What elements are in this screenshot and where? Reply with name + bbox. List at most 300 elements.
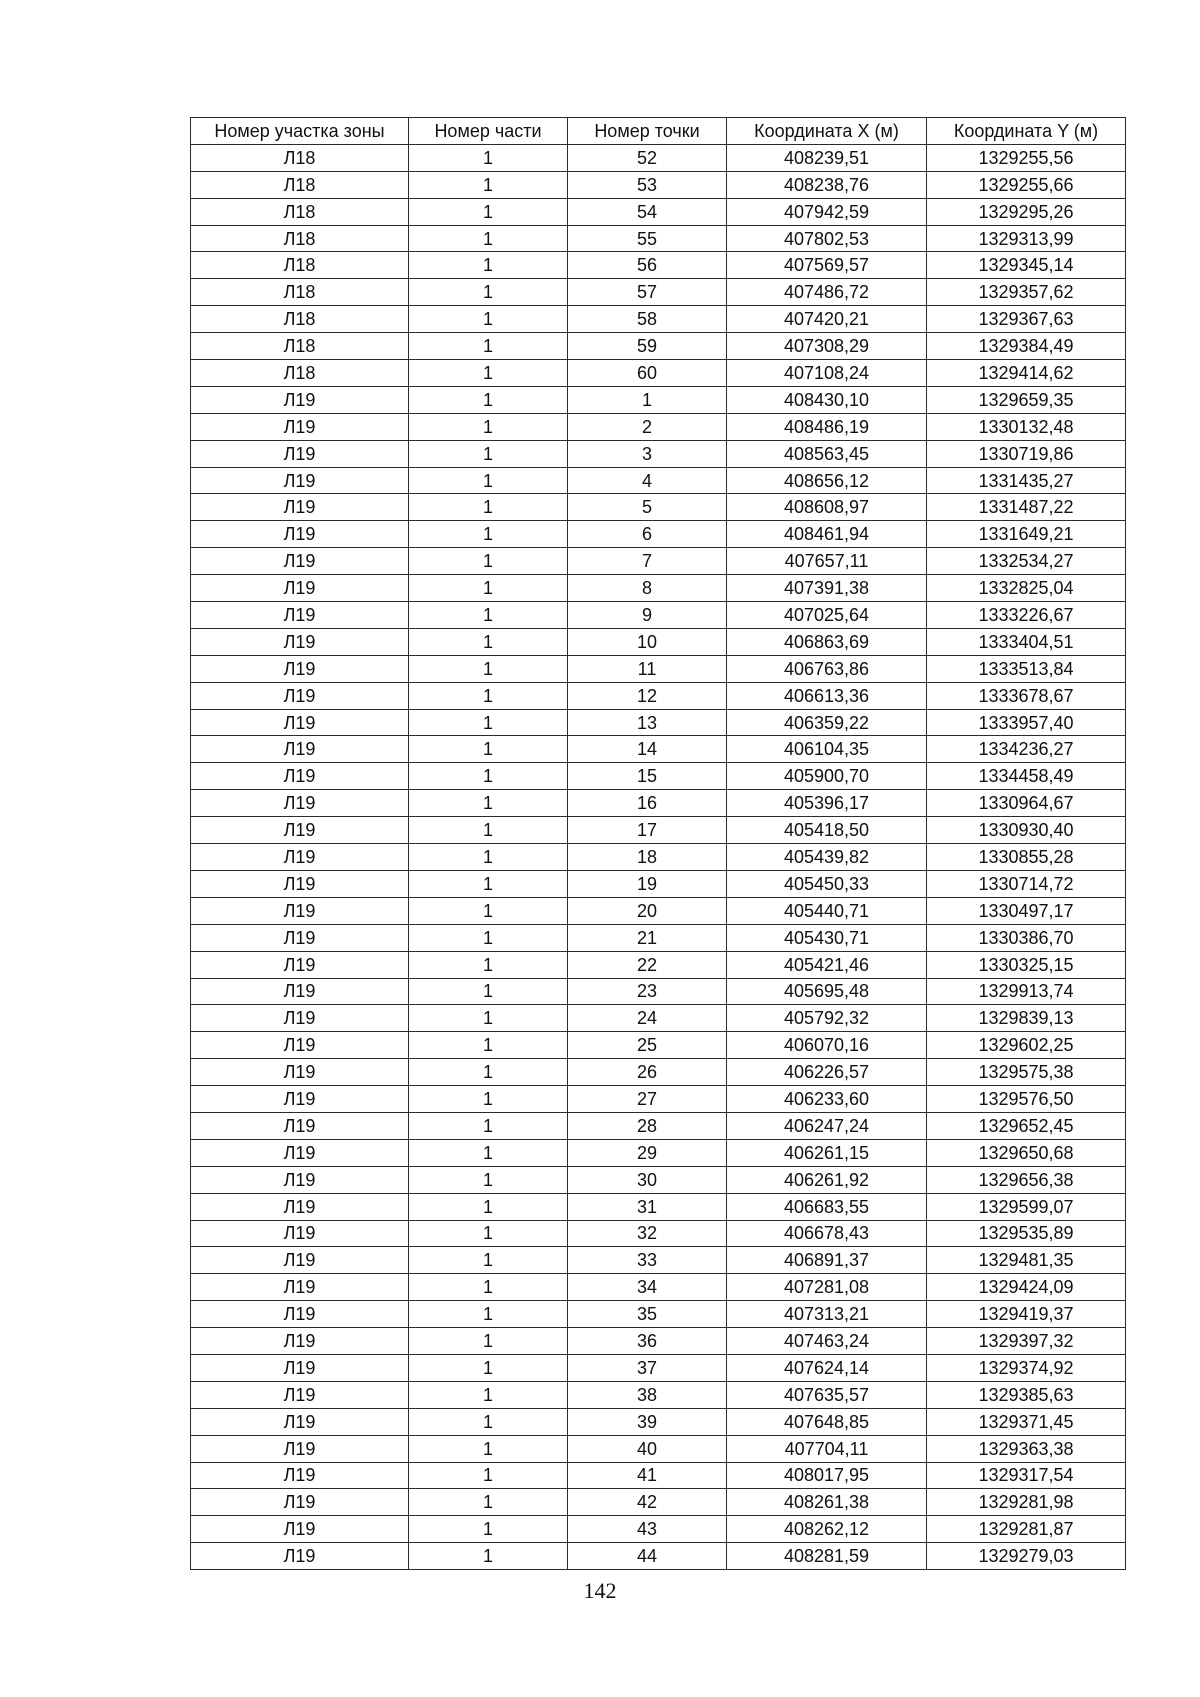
- cell-point-number: 44: [568, 1543, 727, 1570]
- cell-zone-section: Л19: [191, 440, 409, 467]
- cell-point-number: 38: [568, 1381, 727, 1408]
- cell-zone-section: Л19: [191, 1381, 409, 1408]
- cell-coordinate-y: 1329367,63: [927, 306, 1126, 333]
- cell-part-number: 1: [409, 171, 568, 198]
- cell-zone-section: Л18: [191, 198, 409, 225]
- cell-point-number: 22: [568, 951, 727, 978]
- cell-coordinate-x: 407025,64: [727, 602, 927, 629]
- cell-coordinate-x: 405439,82: [727, 844, 927, 871]
- cell-zone-section: Л19: [191, 575, 409, 602]
- table-row: [191, 790, 1126, 817]
- cell-point-number: 33: [568, 1247, 727, 1274]
- cell-coordinate-y: 1330386,70: [927, 924, 1126, 951]
- cell-zone-section: Л19: [191, 1435, 409, 1462]
- cell-zone-section: Л19: [191, 1408, 409, 1435]
- table-row: [191, 1435, 1126, 1462]
- cell-coordinate-x: 407704,11: [727, 1435, 927, 1462]
- cell-coordinate-y: 1329424,09: [927, 1274, 1126, 1301]
- cell-coordinate-y: 1329363,38: [927, 1435, 1126, 1462]
- cell-coordinate-y: 1330714,72: [927, 870, 1126, 897]
- cell-coordinate-y: 1329384,49: [927, 333, 1126, 360]
- cell-coordinate-x: 407281,08: [727, 1274, 927, 1301]
- cell-zone-section: Л19: [191, 1059, 409, 1086]
- cell-coordinate-x: 407569,57: [727, 252, 927, 279]
- cell-coordinate-x: 407942,59: [727, 198, 927, 225]
- cell-coordinate-x: 406359,22: [727, 709, 927, 736]
- cell-part-number: 1: [409, 1032, 568, 1059]
- cell-zone-section: Л19: [191, 1220, 409, 1247]
- cell-zone-section: Л19: [191, 1247, 409, 1274]
- cell-point-number: 34: [568, 1274, 727, 1301]
- cell-coordinate-x: 406891,37: [727, 1247, 927, 1274]
- cell-part-number: 1: [409, 978, 568, 1005]
- cell-point-number: 42: [568, 1489, 727, 1516]
- cell-part-number: 1: [409, 1193, 568, 1220]
- header-point-number: Номер точки: [568, 118, 727, 145]
- cell-point-number: 54: [568, 198, 727, 225]
- table-row: [191, 279, 1126, 306]
- table-row: [191, 817, 1126, 844]
- table-row: [191, 655, 1126, 682]
- cell-coordinate-x: 408281,59: [727, 1543, 927, 1570]
- cell-point-number: 5: [568, 494, 727, 521]
- table-row: [191, 1354, 1126, 1381]
- cell-part-number: 1: [409, 1354, 568, 1381]
- cell-zone-section: Л19: [191, 1193, 409, 1220]
- table-row: [191, 1112, 1126, 1139]
- cell-coordinate-y: 1330719,86: [927, 440, 1126, 467]
- cell-part-number: 1: [409, 1489, 568, 1516]
- cell-coordinate-x: 406104,35: [727, 736, 927, 763]
- cell-coordinate-x: 408238,76: [727, 171, 927, 198]
- cell-coordinate-y: 1333513,84: [927, 655, 1126, 682]
- cell-coordinate-y: 1329385,63: [927, 1381, 1126, 1408]
- cell-coordinate-y: 1329374,92: [927, 1354, 1126, 1381]
- cell-part-number: 1: [409, 1112, 568, 1139]
- cell-zone-section: Л18: [191, 171, 409, 198]
- cell-coordinate-y: 1330325,15: [927, 951, 1126, 978]
- table-row: [191, 494, 1126, 521]
- cell-coordinate-y: 1330855,28: [927, 844, 1126, 871]
- cell-zone-section: Л18: [191, 252, 409, 279]
- cell-zone-section: Л19: [191, 602, 409, 629]
- cell-part-number: 1: [409, 467, 568, 494]
- cell-coordinate-y: 1329357,62: [927, 279, 1126, 306]
- cell-coordinate-x: 408656,12: [727, 467, 927, 494]
- cell-part-number: 1: [409, 333, 568, 360]
- cell-part-number: 1: [409, 736, 568, 763]
- cell-part-number: 1: [409, 1381, 568, 1408]
- cell-point-number: 19: [568, 870, 727, 897]
- cell-part-number: 1: [409, 494, 568, 521]
- table-row: [191, 1301, 1126, 1328]
- cell-coordinate-y: 1329650,68: [927, 1139, 1126, 1166]
- cell-part-number: 1: [409, 709, 568, 736]
- table-row: [191, 1139, 1126, 1166]
- cell-part-number: 1: [409, 1274, 568, 1301]
- cell-zone-section: Л19: [191, 1005, 409, 1032]
- cell-zone-section: Л19: [191, 763, 409, 790]
- cell-coordinate-x: 406226,57: [727, 1059, 927, 1086]
- cell-zone-section: Л18: [191, 360, 409, 387]
- table-row: [191, 306, 1126, 333]
- cell-part-number: 1: [409, 655, 568, 682]
- cell-coordinate-y: 1329345,14: [927, 252, 1126, 279]
- cell-zone-section: Л19: [191, 521, 409, 548]
- table-row: [191, 1032, 1126, 1059]
- cell-point-number: 56: [568, 252, 727, 279]
- table-row: [191, 897, 1126, 924]
- cell-point-number: 59: [568, 333, 727, 360]
- cell-zone-section: Л19: [191, 1516, 409, 1543]
- cell-point-number: 41: [568, 1462, 727, 1489]
- cell-zone-section: Л19: [191, 978, 409, 1005]
- cell-coordinate-y: 1329313,99: [927, 225, 1126, 252]
- cell-part-number: 1: [409, 1301, 568, 1328]
- cell-coordinate-x: 406261,15: [727, 1139, 927, 1166]
- cell-point-number: 20: [568, 897, 727, 924]
- cell-zone-section: Л18: [191, 279, 409, 306]
- table-row: [191, 682, 1126, 709]
- table-row: [191, 360, 1126, 387]
- cell-point-number: 7: [568, 548, 727, 575]
- table-row: [191, 413, 1126, 440]
- cell-zone-section: Л19: [191, 1462, 409, 1489]
- table-body: [191, 144, 1126, 1569]
- cell-coordinate-y: 1330132,48: [927, 413, 1126, 440]
- cell-coordinate-x: 405440,71: [727, 897, 927, 924]
- cell-zone-section: Л19: [191, 1354, 409, 1381]
- table-row: [191, 1328, 1126, 1355]
- cell-coordinate-y: 1329659,35: [927, 386, 1126, 413]
- cell-coordinate-x: 407391,38: [727, 575, 927, 602]
- table-row: [191, 252, 1126, 279]
- cell-zone-section: Л19: [191, 897, 409, 924]
- cell-coordinate-y: 1329414,62: [927, 360, 1126, 387]
- table-row: [191, 1408, 1126, 1435]
- cell-part-number: 1: [409, 1408, 568, 1435]
- cell-coordinate-x: 405430,71: [727, 924, 927, 951]
- cell-zone-section: Л19: [191, 1112, 409, 1139]
- cell-zone-section: Л18: [191, 306, 409, 333]
- cell-part-number: 1: [409, 548, 568, 575]
- cell-coordinate-y: 1329255,56: [927, 144, 1126, 171]
- cell-coordinate-x: 406863,69: [727, 628, 927, 655]
- cell-point-number: 23: [568, 978, 727, 1005]
- page-number: 142: [583, 1578, 617, 1603]
- cell-point-number: 36: [568, 1328, 727, 1355]
- table-row: [191, 144, 1126, 171]
- table-row: [191, 1543, 1126, 1570]
- cell-zone-section: Л19: [191, 548, 409, 575]
- cell-coordinate-x: 406683,55: [727, 1193, 927, 1220]
- cell-point-number: 21: [568, 924, 727, 951]
- table-row: [191, 736, 1126, 763]
- cell-part-number: 1: [409, 1086, 568, 1113]
- table-row: [191, 575, 1126, 602]
- cell-coordinate-y: 1329419,37: [927, 1301, 1126, 1328]
- cell-zone-section: Л19: [191, 1489, 409, 1516]
- cell-point-number: 18: [568, 844, 727, 871]
- cell-part-number: 1: [409, 817, 568, 844]
- table-row: [191, 763, 1126, 790]
- cell-coordinate-x: 408563,45: [727, 440, 927, 467]
- table-row: [191, 333, 1126, 360]
- cell-coordinate-x: 408430,10: [727, 386, 927, 413]
- cell-point-number: 32: [568, 1220, 727, 1247]
- cell-zone-section: Л19: [191, 1086, 409, 1113]
- cell-coordinate-x: 407648,85: [727, 1408, 927, 1435]
- cell-point-number: 60: [568, 360, 727, 387]
- cell-part-number: 1: [409, 1328, 568, 1355]
- cell-part-number: 1: [409, 413, 568, 440]
- cell-part-number: 1: [409, 521, 568, 548]
- table-row: [191, 1489, 1126, 1516]
- cell-part-number: 1: [409, 628, 568, 655]
- cell-point-number: 28: [568, 1112, 727, 1139]
- header-zone-section-number: Номер участка зоны: [191, 118, 409, 145]
- cell-point-number: 2: [568, 413, 727, 440]
- cell-point-number: 1: [568, 386, 727, 413]
- cell-zone-section: Л19: [191, 870, 409, 897]
- cell-part-number: 1: [409, 1220, 568, 1247]
- table-row: [191, 1193, 1126, 1220]
- cell-zone-section: Л19: [191, 924, 409, 951]
- cell-coordinate-x: 408486,19: [727, 413, 927, 440]
- cell-coordinate-y: 1329281,87: [927, 1516, 1126, 1543]
- table-row: [191, 467, 1126, 494]
- cell-point-number: 52: [568, 144, 727, 171]
- cell-coordinate-x: 406763,86: [727, 655, 927, 682]
- cell-point-number: 17: [568, 817, 727, 844]
- cell-point-number: 37: [568, 1354, 727, 1381]
- table-header: [191, 118, 1126, 145]
- cell-coordinate-x: 406678,43: [727, 1220, 927, 1247]
- cell-coordinate-y: 1331649,21: [927, 521, 1126, 548]
- table-row: [191, 171, 1126, 198]
- table-row: [191, 440, 1126, 467]
- cell-part-number: 1: [409, 252, 568, 279]
- table-row: [191, 628, 1126, 655]
- cell-point-number: 9: [568, 602, 727, 629]
- cell-point-number: 35: [568, 1301, 727, 1328]
- table-row: [191, 978, 1126, 1005]
- cell-part-number: 1: [409, 1005, 568, 1032]
- header-part-number: Номер части: [409, 118, 568, 145]
- cell-point-number: 25: [568, 1032, 727, 1059]
- cell-part-number: 1: [409, 602, 568, 629]
- cell-coordinate-y: 1333957,40: [927, 709, 1126, 736]
- cell-part-number: 1: [409, 844, 568, 871]
- cell-zone-section: Л19: [191, 467, 409, 494]
- cell-zone-section: Л19: [191, 1274, 409, 1301]
- cell-coordinate-x: 408239,51: [727, 144, 927, 171]
- cell-coordinate-y: 1329602,25: [927, 1032, 1126, 1059]
- table-header-row: [191, 118, 1126, 145]
- cell-zone-section: Л19: [191, 1166, 409, 1193]
- cell-coordinate-y: 1331487,22: [927, 494, 1126, 521]
- cell-zone-section: Л19: [191, 790, 409, 817]
- cell-zone-section: Л19: [191, 1543, 409, 1570]
- cell-coordinate-y: 1329839,13: [927, 1005, 1126, 1032]
- cell-coordinate-x: 405695,48: [727, 978, 927, 1005]
- cell-point-number: 11: [568, 655, 727, 682]
- cell-coordinate-y: 1330497,17: [927, 897, 1126, 924]
- cell-part-number: 1: [409, 924, 568, 951]
- cell-coordinate-x: 407308,29: [727, 333, 927, 360]
- table-row: [191, 1059, 1126, 1086]
- cell-zone-section: Л19: [191, 1328, 409, 1355]
- cell-point-number: 40: [568, 1435, 727, 1462]
- cell-coordinate-x: 407635,57: [727, 1381, 927, 1408]
- cell-point-number: 6: [568, 521, 727, 548]
- cell-part-number: 1: [409, 763, 568, 790]
- cell-coordinate-x: 405792,32: [727, 1005, 927, 1032]
- cell-zone-section: Л19: [191, 817, 409, 844]
- cell-coordinate-x: 406233,60: [727, 1086, 927, 1113]
- cell-zone-section: Л19: [191, 494, 409, 521]
- table-row: [191, 1005, 1126, 1032]
- cell-coordinate-y: 1329281,98: [927, 1489, 1126, 1516]
- cell-coordinate-y: 1331435,27: [927, 467, 1126, 494]
- cell-point-number: 26: [568, 1059, 727, 1086]
- cell-coordinate-y: 1334458,49: [927, 763, 1126, 790]
- cell-point-number: 14: [568, 736, 727, 763]
- cell-point-number: 15: [568, 763, 727, 790]
- table-row: [191, 1166, 1126, 1193]
- cell-part-number: 1: [409, 144, 568, 171]
- table-row: [191, 602, 1126, 629]
- cell-part-number: 1: [409, 951, 568, 978]
- cell-coordinate-x: 406613,36: [727, 682, 927, 709]
- cell-coordinate-y: 1330930,40: [927, 817, 1126, 844]
- cell-part-number: 1: [409, 279, 568, 306]
- cell-point-number: 29: [568, 1139, 727, 1166]
- cell-zone-section: Л19: [191, 628, 409, 655]
- cell-coordinate-x: 405900,70: [727, 763, 927, 790]
- cell-point-number: 39: [568, 1408, 727, 1435]
- table-row: [191, 951, 1126, 978]
- cell-part-number: 1: [409, 1543, 568, 1570]
- cell-coordinate-x: 406247,24: [727, 1112, 927, 1139]
- cell-part-number: 1: [409, 1516, 568, 1543]
- cell-coordinate-x: 408262,12: [727, 1516, 927, 1543]
- table-row: [191, 548, 1126, 575]
- cell-coordinate-y: 1333404,51: [927, 628, 1126, 655]
- cell-coordinate-y: 1333678,67: [927, 682, 1126, 709]
- cell-part-number: 1: [409, 1059, 568, 1086]
- cell-coordinate-x: 405396,17: [727, 790, 927, 817]
- cell-zone-section: Л19: [191, 1032, 409, 1059]
- cell-coordinate-y: 1329656,38: [927, 1166, 1126, 1193]
- coordinates-table: [190, 117, 1126, 1570]
- cell-point-number: 43: [568, 1516, 727, 1543]
- cell-zone-section: Л19: [191, 655, 409, 682]
- table-row: [191, 386, 1126, 413]
- cell-coordinate-x: 408608,97: [727, 494, 927, 521]
- cell-point-number: 31: [568, 1193, 727, 1220]
- cell-zone-section: Л18: [191, 333, 409, 360]
- cell-coordinate-y: 1329535,89: [927, 1220, 1126, 1247]
- cell-part-number: 1: [409, 1139, 568, 1166]
- cell-coordinate-y: 1329481,35: [927, 1247, 1126, 1274]
- cell-zone-section: Л18: [191, 225, 409, 252]
- cell-coordinate-y: 1329317,54: [927, 1462, 1126, 1489]
- table-row: [191, 521, 1126, 548]
- cell-zone-section: Л19: [191, 682, 409, 709]
- cell-point-number: 57: [568, 279, 727, 306]
- cell-coordinate-x: 407420,21: [727, 306, 927, 333]
- cell-coordinate-x: 407463,24: [727, 1328, 927, 1355]
- cell-part-number: 1: [409, 682, 568, 709]
- cell-part-number: 1: [409, 360, 568, 387]
- cell-point-number: 55: [568, 225, 727, 252]
- cell-coordinate-x: 405450,33: [727, 870, 927, 897]
- cell-coordinate-x: 408461,94: [727, 521, 927, 548]
- cell-zone-section: Л19: [191, 1139, 409, 1166]
- cell-part-number: 1: [409, 870, 568, 897]
- cell-zone-section: Л19: [191, 1301, 409, 1328]
- cell-coordinate-y: 1329397,32: [927, 1328, 1126, 1355]
- cell-coordinate-x: 406070,16: [727, 1032, 927, 1059]
- cell-coordinate-x: 407624,14: [727, 1354, 927, 1381]
- cell-point-number: 53: [568, 171, 727, 198]
- cell-coordinate-y: 1329371,45: [927, 1408, 1126, 1435]
- header-coordinate-x: Координата X (м): [727, 118, 927, 145]
- cell-coordinate-x: 407108,24: [727, 360, 927, 387]
- cell-coordinate-x: 407486,72: [727, 279, 927, 306]
- cell-point-number: 10: [568, 628, 727, 655]
- cell-part-number: 1: [409, 440, 568, 467]
- cell-coordinate-x: 407802,53: [727, 225, 927, 252]
- cell-point-number: 27: [568, 1086, 727, 1113]
- cell-coordinate-x: 405418,50: [727, 817, 927, 844]
- cell-part-number: 1: [409, 386, 568, 413]
- cell-point-number: 3: [568, 440, 727, 467]
- table-row: [191, 709, 1126, 736]
- cell-coordinate-y: 1329652,45: [927, 1112, 1126, 1139]
- cell-part-number: 1: [409, 225, 568, 252]
- cell-coordinate-x: 406261,92: [727, 1166, 927, 1193]
- table-row: [191, 225, 1126, 252]
- cell-coordinate-x: 405421,46: [727, 951, 927, 978]
- cell-coordinate-y: 1329255,66: [927, 171, 1126, 198]
- cell-point-number: 58: [568, 306, 727, 333]
- cell-part-number: 1: [409, 306, 568, 333]
- table-row: [191, 924, 1126, 951]
- cell-part-number: 1: [409, 1462, 568, 1489]
- table-row: [191, 1220, 1126, 1247]
- cell-part-number: 1: [409, 1166, 568, 1193]
- cell-zone-section: Л19: [191, 386, 409, 413]
- cell-part-number: 1: [409, 897, 568, 924]
- cell-coordinate-y: 1332534,27: [927, 548, 1126, 575]
- table-row: [191, 198, 1126, 225]
- cell-coordinate-x: 407657,11: [727, 548, 927, 575]
- cell-part-number: 1: [409, 198, 568, 225]
- header-coordinate-y: Координата Y (м): [927, 118, 1126, 145]
- table-row: [191, 1274, 1126, 1301]
- cell-point-number: 24: [568, 1005, 727, 1032]
- cell-coordinate-y: 1330964,67: [927, 790, 1126, 817]
- cell-point-number: 12: [568, 682, 727, 709]
- cell-part-number: 1: [409, 1435, 568, 1462]
- table-row: [191, 870, 1126, 897]
- cell-zone-section: Л19: [191, 709, 409, 736]
- cell-part-number: 1: [409, 1247, 568, 1274]
- cell-zone-section: Л18: [191, 144, 409, 171]
- table-row: [191, 1247, 1126, 1274]
